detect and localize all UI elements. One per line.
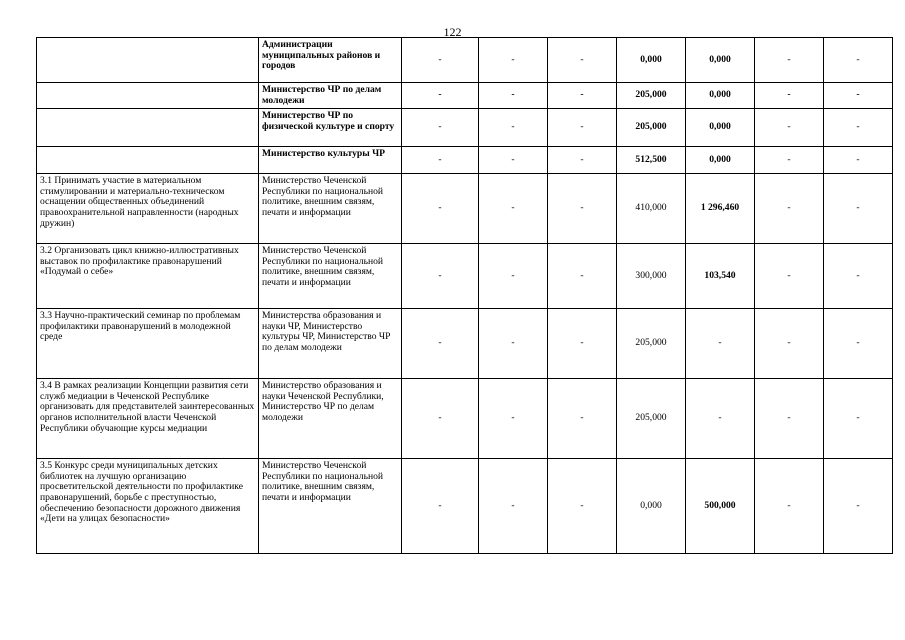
- value-cell: -: [402, 379, 479, 459]
- task-cell: [37, 147, 259, 174]
- executor-cell: Министерство культуры ЧР: [259, 147, 402, 174]
- value-cell: -: [479, 174, 548, 244]
- value-cell: -: [402, 174, 479, 244]
- value-cell: 512,500: [617, 147, 686, 174]
- value-cell: -: [548, 459, 617, 554]
- task-cell: 3.5 Конкурс среди муниципальных детских библиотек на лучшую организацию просветительской деятельности по профилактике правонарушений, борьбе с преступностью, обеспечению безопасности дорожного движения «Дети на улицах безопасности»: [37, 459, 259, 554]
- value-cell: -: [402, 459, 479, 554]
- value-cell: -: [755, 174, 824, 244]
- value-cell: -: [479, 83, 548, 109]
- value-cell: -: [755, 83, 824, 109]
- executor-cell: Администрации муниципальных районов и городов: [259, 38, 402, 83]
- task-cell: 3.1 Принимать участие в материальном стимулировании и материально-техническом оснащении общественных объединений правоохранительной направленности (народных дружин): [37, 174, 259, 244]
- task-cell: 3.4 В рамках реализации Концепции развития сети служб медиации в Чеченской Республике организовать для представителей заинтересованных органов исполнительной власти Чеченской Республики обучающие курсы медиации: [37, 379, 259, 459]
- program-table: [36, 37, 893, 554]
- value-cell: -: [686, 309, 755, 379]
- value-cell: -: [755, 38, 824, 83]
- value-cell: -: [824, 83, 893, 109]
- value-cell: 0,000: [686, 83, 755, 109]
- value-cell: -: [402, 109, 479, 147]
- value-cell: -: [824, 379, 893, 459]
- value-cell: 1 296,460: [686, 174, 755, 244]
- value-cell: 205,000: [617, 309, 686, 379]
- value-cell: -: [548, 147, 617, 174]
- value-cell: -: [824, 38, 893, 83]
- value-cell: -: [479, 38, 548, 83]
- value-cell: 205,000: [617, 83, 686, 109]
- value-cell: -: [824, 174, 893, 244]
- value-cell: -: [479, 459, 548, 554]
- value-cell: -: [824, 244, 893, 309]
- value-cell: -: [402, 147, 479, 174]
- value-cell: -: [402, 309, 479, 379]
- table-row: [37, 309, 893, 379]
- value-cell: -: [755, 147, 824, 174]
- value-cell: -: [548, 38, 617, 83]
- value-cell: -: [755, 309, 824, 379]
- executor-cell: Министерство Чеченской Республики по национальной политике, внешним связям, печати и информации: [259, 174, 402, 244]
- value-cell: -: [402, 83, 479, 109]
- table-row: [37, 174, 893, 244]
- value-cell: -: [548, 379, 617, 459]
- value-cell: 300,000: [617, 244, 686, 309]
- value-cell: 0,000: [686, 38, 755, 83]
- value-cell: -: [479, 109, 548, 147]
- value-cell: -: [548, 109, 617, 147]
- task-cell: [37, 38, 259, 83]
- page-number: 122: [443, 25, 462, 39]
- value-cell: 0,000: [617, 38, 686, 83]
- table-row: [37, 379, 893, 459]
- table-row: [37, 38, 893, 83]
- value-cell: 205,000: [617, 379, 686, 459]
- value-cell: -: [548, 309, 617, 379]
- value-cell: 500,000: [686, 459, 755, 554]
- table-row: [37, 147, 893, 174]
- value-cell: -: [686, 379, 755, 459]
- executor-cell: Министерства образования и науки ЧР, Министерство культуры ЧР, Министерство ЧР по делам молодежи: [259, 309, 402, 379]
- executor-cell: Министерство Чеченской Республики по национальной политике, внешним связям, печати и информации: [259, 459, 402, 554]
- value-cell: 103,540: [686, 244, 755, 309]
- value-cell: -: [479, 379, 548, 459]
- value-cell: -: [479, 147, 548, 174]
- value-cell: -: [402, 244, 479, 309]
- value-cell: -: [402, 38, 479, 83]
- value-cell: -: [755, 379, 824, 459]
- value-cell: -: [548, 83, 617, 109]
- executor-cell: Министерство Чеченской Республики по национальной политике, внешним связям, печати и информации: [259, 244, 402, 309]
- value-cell: 0,000: [617, 459, 686, 554]
- value-cell: -: [479, 309, 548, 379]
- executor-cell: Министерство образования и науки Чеченской Республики, Министерство ЧР по делам молодежи: [259, 379, 402, 459]
- task-cell: 3.3 Научно-практический семинар по проблемам профилактики правонарушений в молодежной среде: [37, 309, 259, 379]
- table-body: [37, 38, 893, 554]
- value-cell: -: [755, 244, 824, 309]
- value-cell: -: [824, 309, 893, 379]
- value-cell: -: [755, 109, 824, 147]
- value-cell: -: [824, 109, 893, 147]
- task-cell: [37, 83, 259, 109]
- table-row: [37, 83, 893, 109]
- value-cell: -: [824, 459, 893, 554]
- value-cell: -: [548, 244, 617, 309]
- executor-cell: Министерство ЧР по делам молодежи: [259, 83, 402, 109]
- table-row: [37, 244, 893, 309]
- value-cell: -: [479, 244, 548, 309]
- table-row: [37, 459, 893, 554]
- value-cell: -: [755, 459, 824, 554]
- value-cell: 0,000: [686, 147, 755, 174]
- executor-cell: Министерство ЧР по физической культуре и спорту: [259, 109, 402, 147]
- value-cell: 410,000: [617, 174, 686, 244]
- value-cell: -: [824, 147, 893, 174]
- task-cell: 3.2 Организовать цикл книжно-иллюстративных выставок по профилактике правонарушений «Подумай о себе»: [37, 244, 259, 309]
- value-cell: -: [548, 174, 617, 244]
- table-row: [37, 109, 893, 147]
- value-cell: 205,000: [617, 109, 686, 147]
- task-cell: [37, 109, 259, 147]
- value-cell: 0,000: [686, 109, 755, 147]
